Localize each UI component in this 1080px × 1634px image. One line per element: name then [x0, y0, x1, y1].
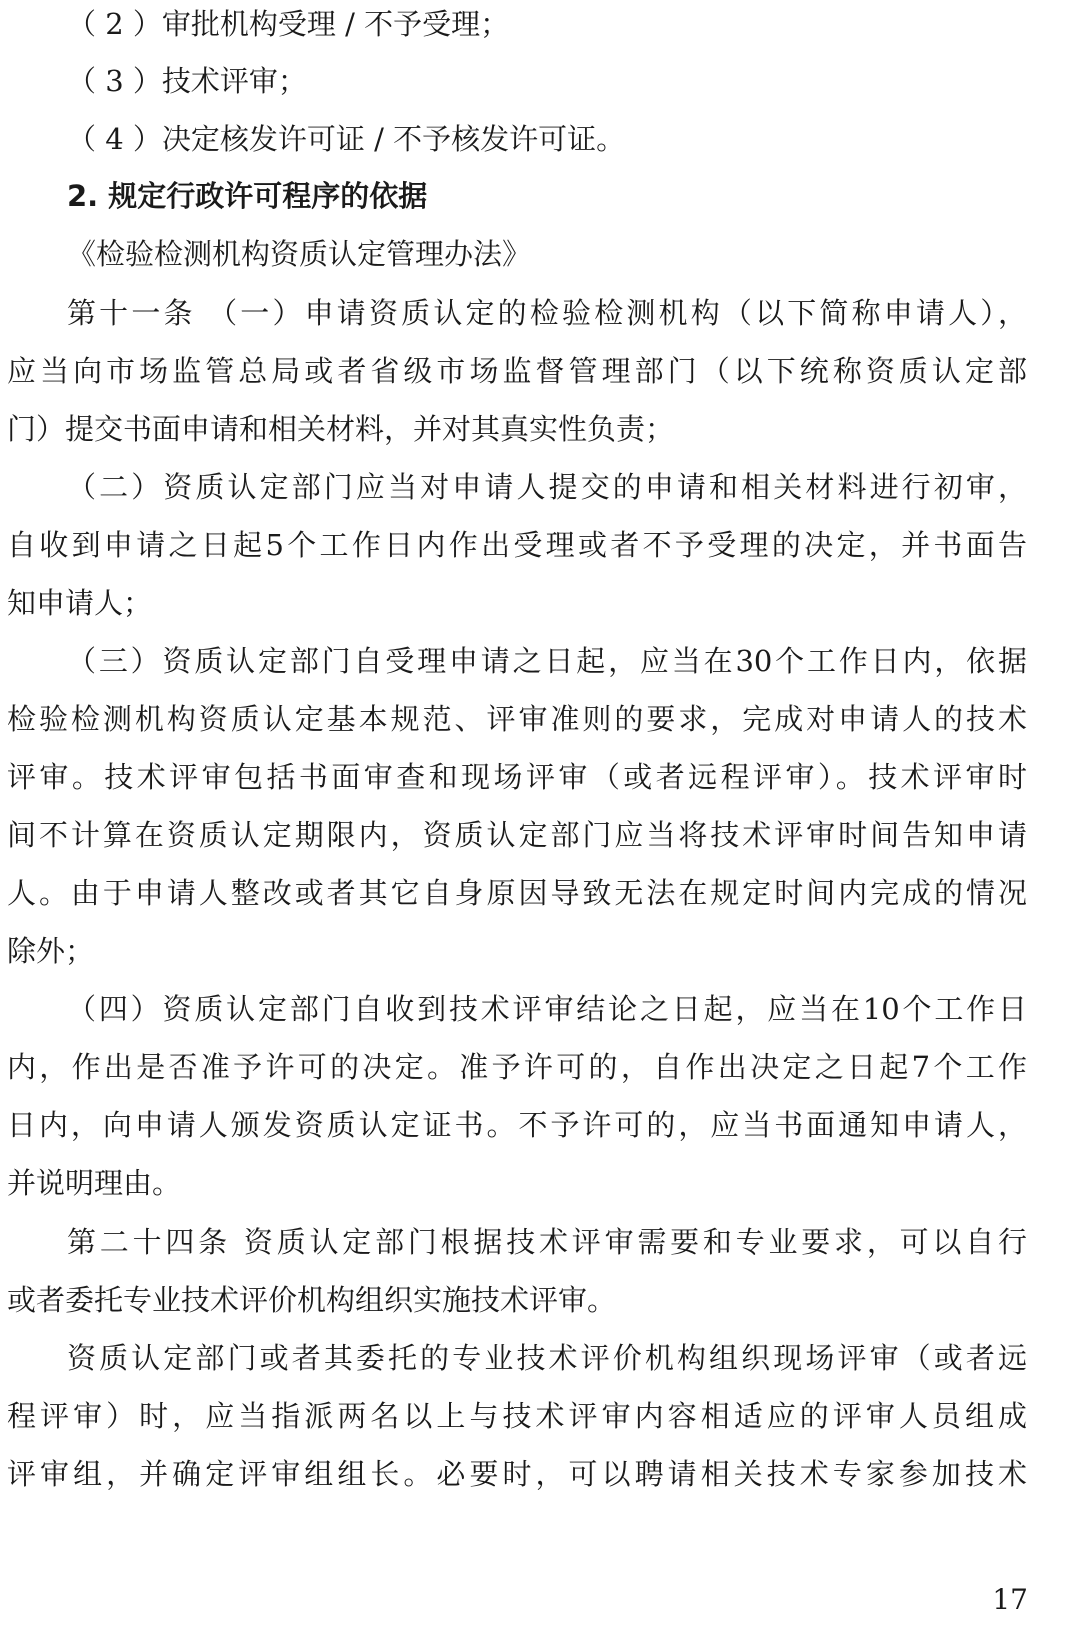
paragraph-line: 检验检测机构资质认定基本规范、评审准则的要求，完成对申请人的技术 — [7, 702, 1027, 736]
paragraph-line: 评审。技术评审包括书面审查和现场评审（或者远程评审）。技术评审时 — [7, 760, 1027, 794]
list-item-4: （ 4 ）决定核发许可证 / 不予核发许可证。 — [67, 122, 626, 156]
list-item-2: （ 2 ）审批机构受理 / 不予受理； — [67, 7, 510, 41]
paragraph-line: 应当向市场监管总局或者省级市场监督管理部门（以下统称资质认定部 — [7, 354, 1027, 388]
paragraph-line: 资质认定部门或者其委托的专业技术评价机构组织现场评审（或者远 — [67, 1341, 1027, 1375]
paragraph-line: 间不计算在资质认定期限内，资质认定部门应当将技术评审时间告知申请 — [7, 818, 1027, 852]
paragraph-line: 日内，向申请人颁发资质认定证书。不予许可的，应当书面通知申请人， — [7, 1108, 1027, 1142]
paragraph-line: （四）资质认定部门自收到技术评审结论之日起，应当在10个工作日 — [67, 992, 1027, 1026]
paragraph-line: 门）提交书面申请和相关材料，并对其真实性负责； — [7, 412, 675, 446]
section-heading: 2. 规定行政许可程序的依据 — [67, 179, 428, 213]
page-number: 17 — [992, 1583, 1028, 1616]
paragraph-line: 除外； — [7, 934, 95, 968]
paragraph-line: 内，作出是否准予许可的决定。准予许可的，自作出决定之日起7个工作 — [7, 1050, 1027, 1084]
paragraph-line: 并说明理由。 — [7, 1166, 182, 1200]
paragraph-line: （三）资质认定部门自受理申请之日起，应当在30个工作日内，依据 — [67, 644, 1027, 678]
paragraph-line: （二）资质认定部门应当对申请人提交的申请和相关材料进行初审， — [67, 470, 1027, 504]
paragraph-line: 第十一条 （一）申请资质认定的检验检测机构（以下简称申请人）， — [67, 296, 1027, 330]
paragraph-line: 程评审）时，应当指派两名以上与技术评审内容相适应的评审人员组成 — [7, 1399, 1027, 1433]
regulation-title: 《检验检测机构资质认定管理办法》 — [67, 237, 532, 271]
list-item-3: （ 3 ）技术评审； — [67, 64, 307, 98]
paragraph-line: 评审组，并确定评审组组长。必要时，可以聘请相关技术专家参加技术 — [7, 1457, 1027, 1491]
paragraph-line: 第二十四条 资质认定部门根据技术评审需要和专业要求，可以自行 — [67, 1225, 1027, 1259]
paragraph-line: 知申请人； — [7, 586, 153, 620]
paragraph-line: 或者委托专业技术评价机构组织实施技术评审。 — [7, 1283, 617, 1317]
paragraph-line: 自收到申请之日起5个工作日内作出受理或者不予受理的决定，并书面告 — [7, 528, 1027, 562]
paragraph-line: 人。由于申请人整改或者其它自身原因导致无法在规定时间内完成的情况 — [7, 876, 1027, 910]
